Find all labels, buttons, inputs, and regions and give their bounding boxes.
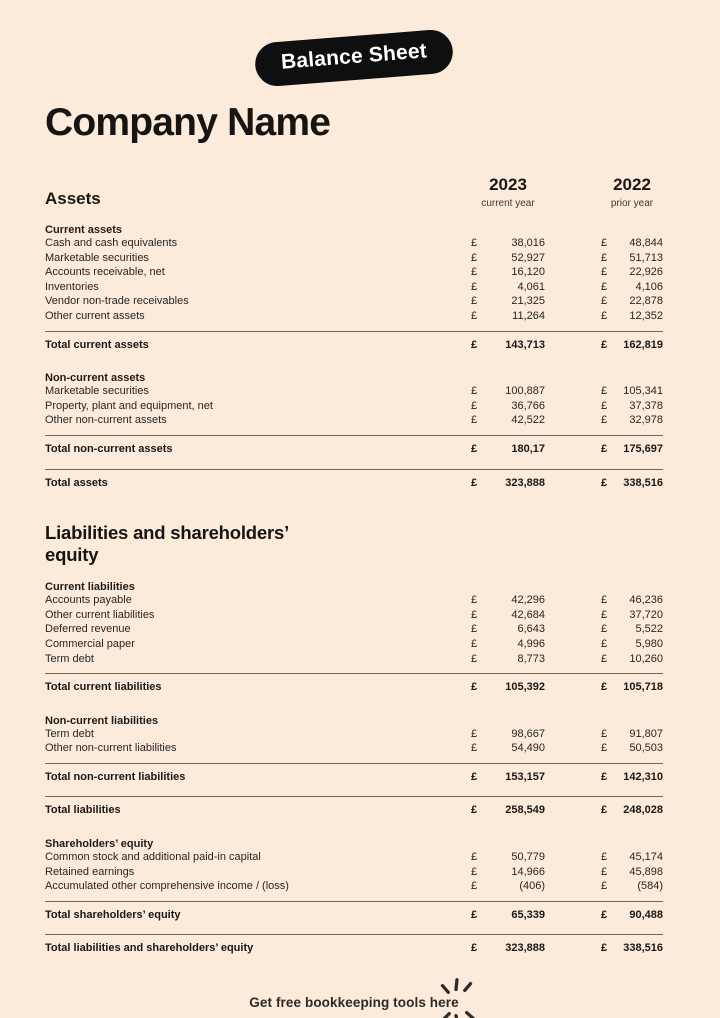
- currency-symbol: £: [471, 942, 478, 955]
- amount: 11,264: [512, 309, 545, 322]
- prior-year-column-header: [601, 175, 663, 209]
- total-row-total-assets: [45, 469, 663, 496]
- currency-symbol: £: [601, 770, 608, 783]
- row-label: Deferred revenue: [45, 623, 131, 636]
- amount: 105,392: [505, 681, 545, 694]
- amount: (406): [519, 880, 545, 893]
- table-row: [45, 413, 663, 428]
- group-header-non-current-liabilities: Non-current liabilities: [45, 714, 159, 727]
- prior-year-value: [601, 280, 663, 295]
- row-label: Term debt: [45, 652, 94, 665]
- row-label: Total current liabilities: [45, 681, 162, 694]
- footer-label: Get free bookkeeping tools here: [249, 995, 459, 1011]
- bookkeeping-tools-link[interactable]: [249, 995, 458, 1010]
- amount: 142,310: [623, 770, 663, 783]
- amount: 42,684: [511, 608, 545, 621]
- assets-heading: Assets: [45, 189, 101, 208]
- currency-symbol: £: [601, 309, 608, 322]
- currency-symbol: £: [471, 399, 478, 412]
- current-year-value: [471, 637, 545, 652]
- amount: 105,718: [623, 681, 663, 694]
- current-year-value: [471, 741, 545, 756]
- balance-sheet-badge: Balance Sheet: [253, 28, 454, 87]
- prior-year-value: [601, 680, 663, 695]
- amount: 52,927: [511, 251, 545, 264]
- amount: 16,120: [511, 266, 545, 279]
- amount: 50,779: [511, 851, 545, 864]
- row-label: Other non-current assets: [45, 414, 167, 427]
- current-year-value: [471, 593, 545, 608]
- currency-symbol: £: [471, 251, 478, 264]
- currency-symbol: £: [471, 280, 478, 293]
- currency-symbol: £: [601, 476, 608, 489]
- prior-year-value: [601, 727, 663, 742]
- currency-symbol: £: [601, 338, 608, 351]
- currency-symbol: £: [601, 804, 608, 817]
- amount: 36,766: [511, 399, 545, 412]
- amount: 143,713: [505, 338, 545, 351]
- total-row-total-liabilities: [45, 796, 663, 823]
- prior-year-value: [601, 338, 663, 353]
- prior-year-value: [601, 622, 663, 637]
- row-label: Other current assets: [45, 309, 145, 322]
- current-year-value: [471, 652, 545, 667]
- table-header: [45, 175, 663, 209]
- current-year-value: [471, 309, 545, 324]
- amount: 10,260: [629, 652, 663, 665]
- currency-symbol: £: [471, 770, 478, 783]
- table-row: [45, 879, 663, 894]
- currency-symbol: £: [471, 608, 478, 621]
- amount: 14,966: [511, 865, 545, 878]
- prior-year-value: [601, 593, 663, 608]
- currency-symbol: £: [601, 742, 608, 755]
- currency-symbol: £: [601, 414, 608, 427]
- row-label: Total liabilities and shareholders’ equity: [45, 942, 254, 955]
- total-row-current-assets: [45, 331, 663, 358]
- row-label: Other non-current liabilities: [45, 742, 177, 755]
- row-label: Total non-current liabilities: [45, 770, 186, 783]
- currency-symbol: £: [471, 309, 478, 322]
- prior-year-value: [601, 850, 663, 865]
- currency-symbol: £: [471, 338, 478, 351]
- currency-symbol: £: [471, 594, 478, 607]
- prior-year-value: [601, 908, 663, 923]
- row-label: Property, plant and equipment, net: [45, 399, 213, 412]
- table-row: [45, 280, 663, 295]
- amount: 258,549: [505, 804, 545, 817]
- amount: 5,522: [635, 623, 663, 636]
- amount: 4,106: [635, 280, 663, 293]
- prior-year-value: [601, 879, 663, 894]
- prior-year-value: [601, 803, 663, 818]
- current-year-caption: current year: [481, 198, 535, 209]
- current-year-value: [471, 413, 545, 428]
- currency-symbol: £: [601, 280, 608, 293]
- row-label: Accounts payable: [45, 594, 132, 607]
- row-label: Total non-current assets: [45, 442, 173, 455]
- amount: 100,887: [505, 385, 545, 398]
- table-row: [45, 309, 663, 324]
- row-label: Vendor non-trade receivables: [45, 295, 189, 308]
- currency-symbol: £: [471, 727, 478, 740]
- prior-year-value: [601, 476, 663, 491]
- amount: 22,926: [629, 266, 663, 279]
- currency-symbol: £: [601, 399, 608, 412]
- table-row: [45, 727, 663, 742]
- current-year-value: [471, 236, 545, 251]
- currency-symbol: £: [471, 442, 478, 455]
- prior-year-value: [601, 741, 663, 756]
- currency-symbol: £: [471, 851, 478, 864]
- amount: 37,378: [629, 399, 663, 412]
- amount: 4,996: [517, 637, 545, 650]
- table-row: [45, 850, 663, 865]
- prior-year-value: [601, 770, 663, 785]
- currency-symbol: £: [601, 594, 608, 607]
- amount: 175,697: [623, 442, 663, 455]
- prior-year-value: [601, 251, 663, 266]
- table-row: [45, 652, 663, 667]
- row-label: Accumulated other comprehensive income / (loss): [45, 880, 289, 893]
- current-year-value: [471, 399, 545, 414]
- table-row: [45, 384, 663, 399]
- row-label: Accounts receivable, net: [45, 266, 165, 279]
- amount: 323,888: [505, 476, 545, 489]
- amount: 338,516: [623, 942, 663, 955]
- table-row: [45, 608, 663, 623]
- amount: 5,980: [635, 637, 663, 650]
- row-label: Other current liabilities: [45, 608, 155, 621]
- prior-year-value: [601, 265, 663, 280]
- amount: 65,339: [511, 908, 545, 921]
- amount: 51,713: [629, 251, 663, 264]
- amount: (584): [637, 880, 663, 893]
- currency-symbol: £: [601, 295, 608, 308]
- table-row: [45, 399, 663, 414]
- table-row: [45, 236, 663, 251]
- currency-symbol: £: [601, 251, 608, 264]
- amount: 90,488: [629, 908, 663, 921]
- group-header-shareholders-equity: Shareholders’ equity: [45, 838, 154, 851]
- total-row-non-current-assets: [45, 435, 663, 462]
- currency-symbol: £: [601, 608, 608, 621]
- currency-symbol: £: [471, 623, 478, 636]
- current-year-value: [471, 908, 545, 923]
- amount: 4,061: [517, 280, 545, 293]
- table-row: [45, 637, 663, 652]
- amount: 32,978: [629, 414, 663, 427]
- current-year-value: [471, 680, 545, 695]
- amount: 42,522: [511, 414, 545, 427]
- row-label: Total shareholders’ equity: [45, 908, 181, 921]
- currency-symbol: £: [471, 652, 478, 665]
- table-row: [45, 865, 663, 880]
- group-header-current-liabilities: Current liabilities: [45, 581, 135, 594]
- currency-symbol: £: [601, 865, 608, 878]
- amount: 54,490: [511, 742, 545, 755]
- current-year-value: [471, 770, 545, 785]
- prior-year-caption: prior year: [610, 198, 654, 209]
- amount: 338,516: [623, 476, 663, 489]
- badge-container: [45, 34, 663, 84]
- amount: 6,643: [517, 623, 545, 636]
- currency-symbol: £: [471, 804, 478, 817]
- row-label: Total assets: [45, 476, 108, 489]
- currency-symbol: £: [601, 908, 608, 921]
- prior-year-value: [601, 384, 663, 399]
- prior-year-value: [601, 309, 663, 324]
- amount: 91,807: [629, 727, 663, 740]
- currency-symbol: £: [471, 414, 478, 427]
- table-row: [45, 593, 663, 608]
- group-header-non-current-assets: Non-current assets: [45, 372, 146, 385]
- current-year-value: [471, 442, 545, 457]
- total-row-shareholders-equity: [45, 901, 663, 928]
- current-year-value: [471, 850, 545, 865]
- amount: 323,888: [505, 942, 545, 955]
- footer: [45, 994, 663, 1012]
- prior-year-value: [601, 294, 663, 309]
- current-year-value: [471, 476, 545, 491]
- currency-symbol: £: [601, 237, 608, 249]
- amount: 162,819: [623, 338, 663, 351]
- current-year-value: [471, 879, 545, 894]
- amount: 8,773: [517, 652, 545, 665]
- current-year-value: [471, 338, 545, 353]
- amount: 50,503: [629, 742, 663, 755]
- amount: 48,844: [629, 237, 663, 249]
- total-row-current-liabilities: [45, 673, 663, 700]
- currency-symbol: £: [471, 865, 478, 878]
- amount: 153,157: [505, 770, 545, 783]
- amount: 105,341: [623, 385, 663, 398]
- table-row: [45, 741, 663, 756]
- total-row-grand-total: [45, 934, 663, 961]
- current-year-value: [471, 294, 545, 309]
- prior-year-value: [601, 442, 663, 457]
- currency-symbol: £: [471, 637, 478, 650]
- amount: 12,352: [629, 309, 663, 322]
- current-year-value: [471, 280, 545, 295]
- currency-symbol: £: [601, 637, 608, 650]
- row-label: Cash and cash equivalents: [45, 237, 178, 249]
- currency-symbol: £: [471, 681, 478, 694]
- table-row: [45, 265, 663, 280]
- total-row-non-current-liabilities: [45, 763, 663, 790]
- row-label: Inventories: [45, 280, 99, 293]
- table-row: [45, 251, 663, 266]
- prior-year-value: [601, 413, 663, 428]
- row-label: Term debt: [45, 727, 94, 740]
- row-label: Total current assets: [45, 338, 149, 351]
- row-label: Marketable securities: [45, 251, 149, 264]
- currency-symbol: £: [601, 851, 608, 864]
- currency-symbol: £: [601, 880, 608, 893]
- prior-year-value: [601, 652, 663, 667]
- amount: 180,17: [511, 442, 545, 455]
- prior-year-value: [601, 865, 663, 880]
- prior-year-value: [601, 637, 663, 652]
- amount: 21,325: [511, 295, 545, 308]
- current-year-label: 2023: [489, 175, 527, 194]
- row-label: Retained earnings: [45, 865, 135, 878]
- currency-symbol: £: [471, 266, 478, 279]
- currency-symbol: £: [471, 880, 478, 893]
- currency-symbol: £: [471, 295, 478, 308]
- liabilities-heading: Liabilities and shareholders’ equity: [45, 522, 289, 566]
- currency-symbol: £: [601, 266, 608, 279]
- prior-year-value: [601, 941, 663, 956]
- amount: 38,016: [511, 237, 545, 249]
- current-year-column-header: [471, 175, 545, 209]
- prior-year-label: 2022: [613, 175, 651, 194]
- current-year-value: [471, 265, 545, 280]
- current-year-value: [471, 865, 545, 880]
- currency-symbol: £: [601, 385, 608, 398]
- row-label: Marketable securities: [45, 385, 149, 398]
- amount: 37,720: [629, 608, 663, 621]
- page-title: Company Name: [45, 101, 331, 144]
- current-year-value: [471, 608, 545, 623]
- currency-symbol: £: [471, 385, 478, 398]
- amount: 45,174: [629, 851, 663, 864]
- prior-year-value: [601, 399, 663, 414]
- currency-symbol: £: [471, 476, 478, 489]
- table-row: [45, 294, 663, 309]
- row-label: Commercial paper: [45, 637, 135, 650]
- row-label: Common stock and additional paid-in capital: [45, 851, 261, 864]
- prior-year-value: [601, 608, 663, 623]
- amount: 46,236: [629, 594, 663, 607]
- amount: 45,898: [629, 865, 663, 878]
- currency-symbol: £: [601, 942, 608, 955]
- current-year-value: [471, 384, 545, 399]
- currency-symbol: £: [601, 623, 608, 636]
- currency-symbol: £: [601, 681, 608, 694]
- amount: 98,667: [511, 727, 545, 740]
- current-year-value: [471, 251, 545, 266]
- current-year-value: [471, 727, 545, 742]
- amount: 42,296: [511, 594, 545, 607]
- amount: 248,028: [623, 804, 663, 817]
- currency-symbol: £: [601, 442, 608, 455]
- amount: 22,878: [629, 295, 663, 308]
- group-header-current-assets: Current assets: [45, 224, 123, 236]
- currency-symbol: £: [471, 908, 478, 921]
- current-year-value: [471, 622, 545, 637]
- prior-year-value: [601, 236, 663, 251]
- current-year-value: [471, 941, 545, 956]
- currency-symbol: £: [471, 742, 478, 755]
- row-label: Total liabilities: [45, 804, 121, 817]
- currency-symbol: £: [601, 652, 608, 665]
- table-row: [45, 622, 663, 637]
- current-year-value: [471, 803, 545, 818]
- currency-symbol: £: [471, 237, 478, 249]
- currency-symbol: £: [601, 727, 608, 740]
